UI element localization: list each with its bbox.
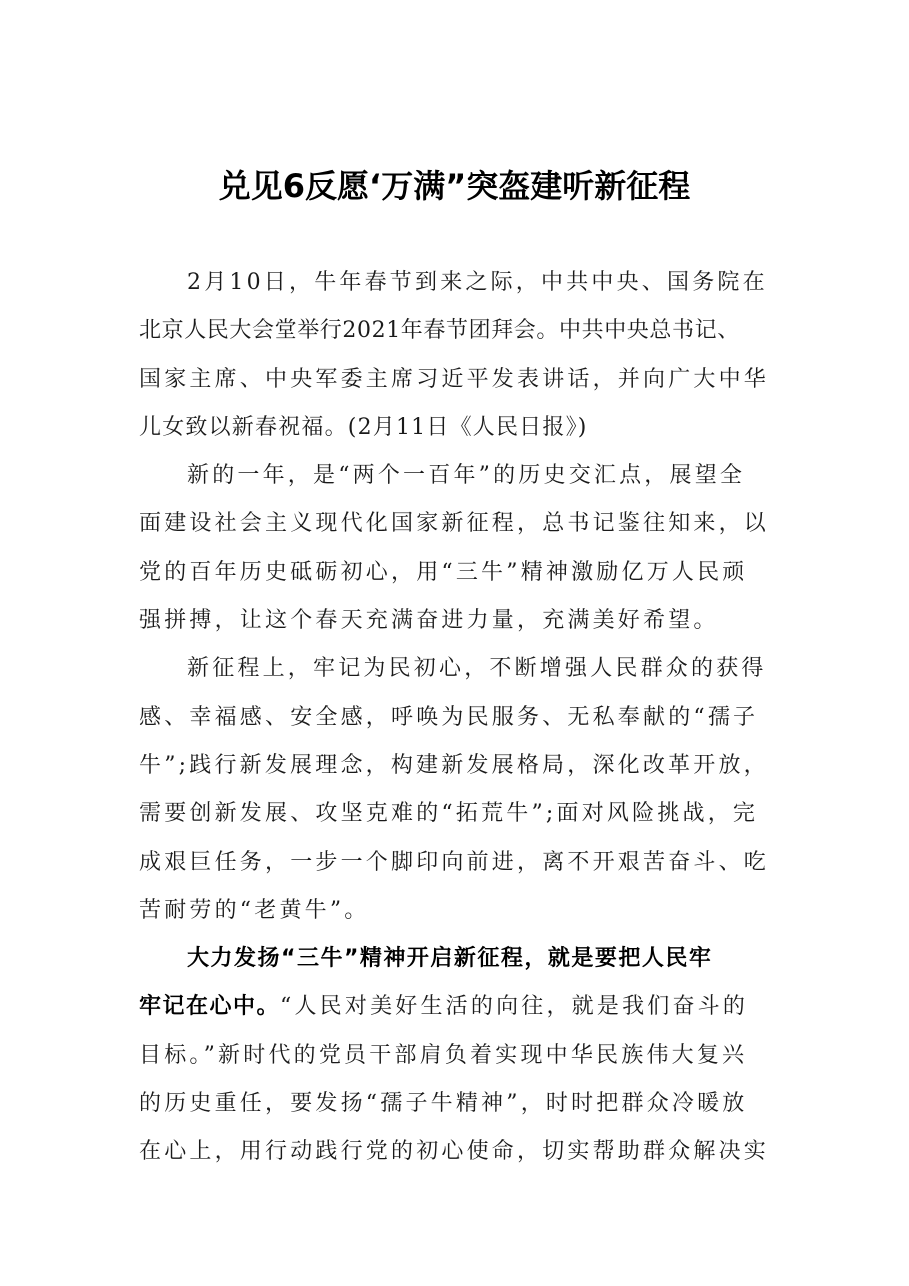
document-title: 兑见6反愿‘万满”突盔建听新征程 [218, 167, 691, 205]
paragraph-3-line-1: 新征程上，牢记为民初心，不断增强人民群众的获得 [187, 656, 767, 682]
paragraph-1-line-2: 北京人民大会堂举行2021年春节团拜会。中共中央总书记、 [139, 318, 740, 344]
paragraph-2-line-4: 强拼搏，让这个春天充满奋进力量，充满美好希望。 [139, 608, 719, 634]
paragraph-4-line-2 [139, 983, 779, 1031]
paragraph-1-line-1: 2月10日，牛年春节到来之际，中共中央、国务院在 [187, 270, 768, 295]
paragraph-3-line-6: 苦耐劳的“老黄牛”。 [139, 897, 370, 923]
paragraph-4-bold-heading: 大力发扬“三牛”精神开启新征程，就是要把人民牢 [187, 946, 713, 972]
paragraph-4-line-5: 在心上，用行动践行党的初心使命，切实帮助群众解决实 [139, 1139, 770, 1165]
paragraph-3-line-3: 牛”;践行新发展理念，构建新发展格局，深化改革开放， [139, 752, 769, 778]
paragraph-3-line-4: 需要创新发展、攻坚克难的“拓荒牛”;面对风险挑战，完 [139, 801, 759, 827]
paragraph-2-line-2: 面建设社会主义现代化国家新征程，总书记鉴往知来，以 [139, 511, 770, 537]
paragraph-2-line-1: 新的一年，是“两个一百年”的历史交汇点，展望全 [187, 463, 746, 489]
paragraph-3-line-2: 感、幸福感、安全感，呼唤为民服务、无私奉献的“孺子 [139, 704, 759, 730]
document-body [139, 259, 779, 1177]
paragraph-4-line-4: 的历史重任，要发扬“孺子牛精神”，时时把群众冷暖放 [139, 1091, 748, 1117]
paragraph-4-line-1 [139, 935, 779, 983]
paragraph-1-line-4: 儿女致以新春祝福。(2月11日《人民日报》) [139, 414, 588, 440]
paragraph-4-line-2-text: “人民对美好生活的向往，就是我们奋斗的 [280, 994, 749, 1020]
paragraph-2-line-3: 党的百年历史砥砺初心，用“三牛”精神激励亿万人民顽 [139, 559, 748, 585]
paragraph-4-bold-heading-end: 牢记在心中。 [139, 994, 281, 1020]
paragraph-4-line-3: 目标。”新时代的党员干部肩负着实现中华民族伟大复兴 [139, 1042, 748, 1068]
paragraph-3-line-5: 成艰巨任务，一步一个脚印向前进，离不开艰苦奋斗、吃 [139, 849, 770, 875]
paragraph-1-line-3: 国家主席、中央军委主席习近平发表讲话，并向广大中华 [139, 366, 770, 392]
